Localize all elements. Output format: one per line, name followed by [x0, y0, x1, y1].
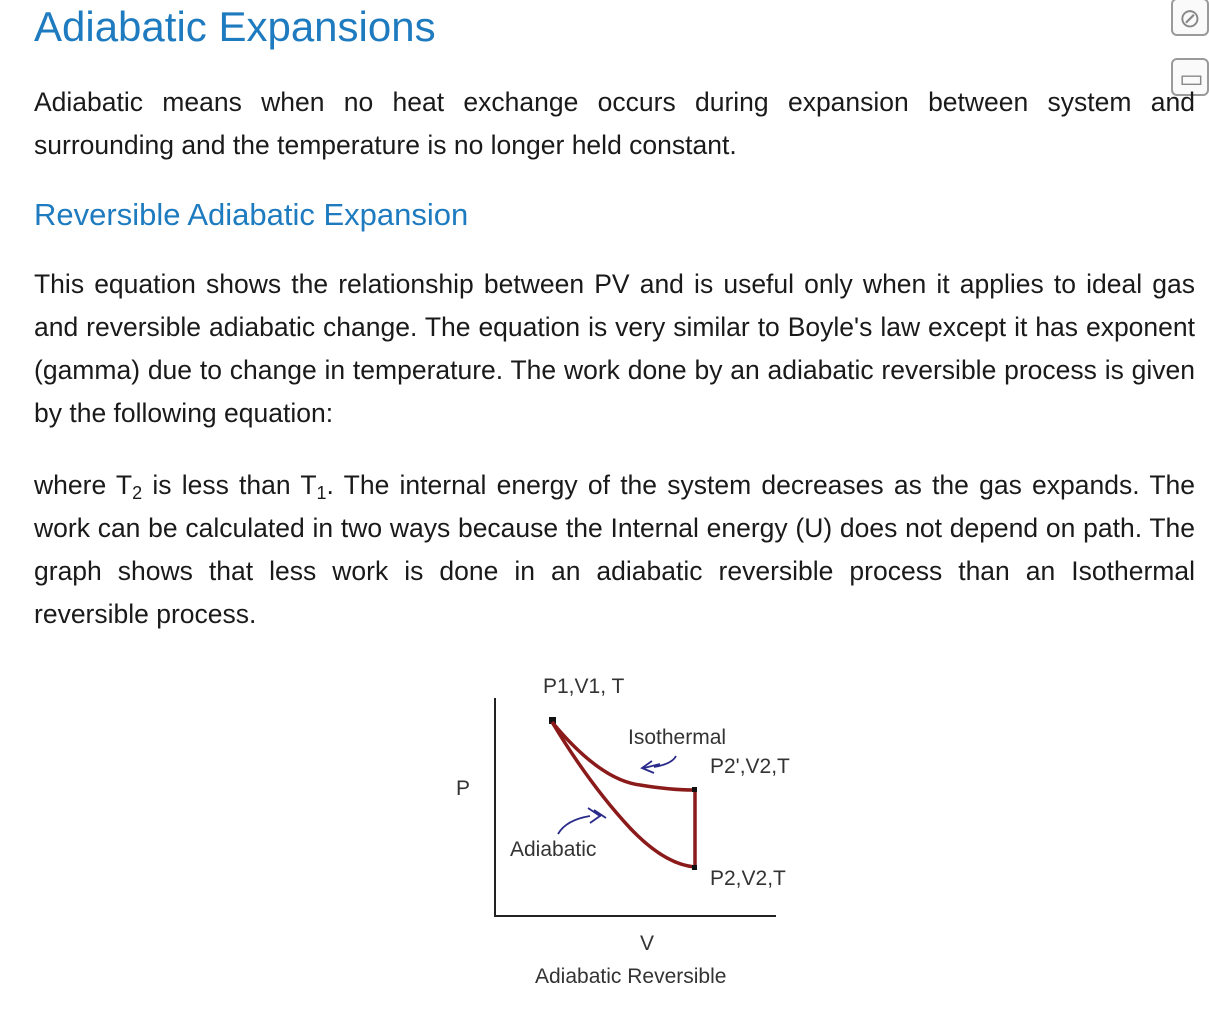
text-middle: is less than T [142, 470, 317, 500]
intro-paragraph: Adiabatic means when no heat exchange occurs during expansion between system and surrounding and the temperature is no longer held constant. [34, 87, 1195, 160]
panel-icon[interactable]: ▭ [1171, 58, 1209, 96]
p-axis-label: P [456, 777, 471, 800]
t2-subscript: 2 [132, 483, 143, 503]
isothermal-end-label: P2',V2,T [710, 755, 790, 778]
figure-caption: Adiabatic Reversible [535, 965, 727, 988]
equation-paragraph: This equation shows the relationship between PV and is useful only when it applies to ideal gas and reversible adiabatic change. The equation is very similar to Boyle's law except it has exponent (gamma) due to change in temperature. The work done by an adiabatic reversible process is given by the following equation: [34, 269, 1195, 428]
isothermal-end-marker [692, 787, 697, 792]
adiabatic-end-label: P2,V2,T [710, 867, 786, 890]
isothermal-arrow [642, 756, 676, 773]
v-axis-label: V [640, 932, 655, 955]
t1-subscript: 1 [316, 483, 327, 503]
adiabatic-label: Adiabatic [510, 838, 597, 861]
eye-slash-icon[interactable]: ⊘ [1171, 0, 1209, 36]
text-rest: . The internal energy of the system decreases as the gas expands. The work can be calculated in two ways because the Internal energy (U) does not depend on path. The graph shows that less work is done in an adiabatic reversible process than an Isothermal reversible process. [34, 470, 1196, 629]
text-prefix: where T [34, 470, 133, 500]
isothermal-label: Isothermal [628, 726, 727, 749]
work-paragraph [34, 464, 1195, 636]
page-title: Adiabatic Expansions [34, 3, 436, 50]
adiabatic-arrow [558, 808, 606, 834]
pv-diagram [440, 660, 840, 1000]
initial-point-label: P1,V1, T [543, 675, 625, 698]
adiabatic-end-marker [692, 865, 697, 870]
section-heading: Reversible Adiabatic Expansion [34, 197, 469, 232]
